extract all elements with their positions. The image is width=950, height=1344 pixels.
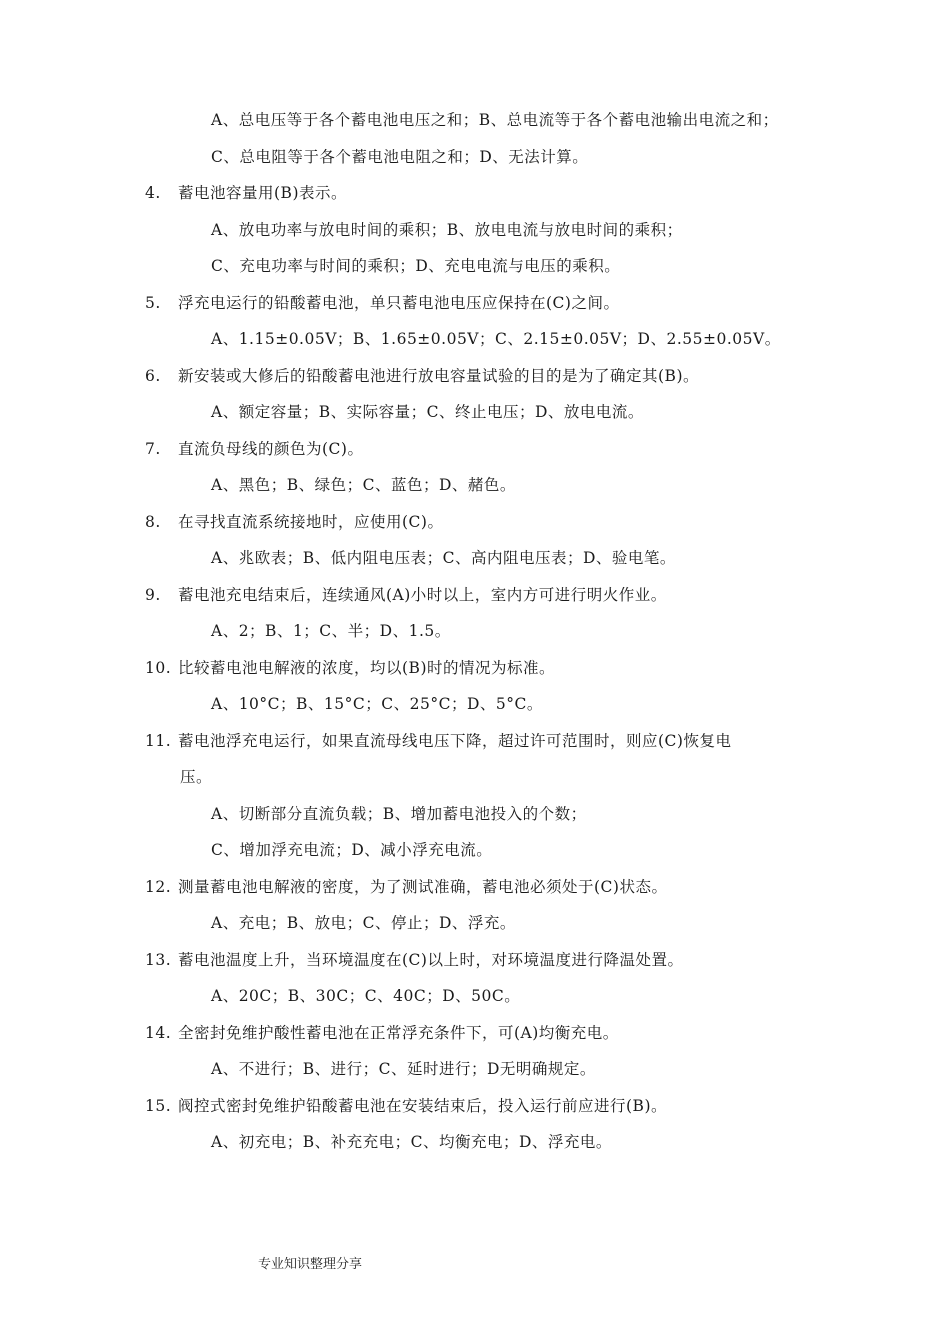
question-number: 8. [145,513,161,531]
question-number: 10. [145,659,172,677]
answer-options: A、2；B、1；C、半；D、1.5。 [211,622,451,640]
question-text: 蓄电池浮充电运行，如果直流母线电压下降，超过许可范围时，则应(C)恢复电 [178,732,732,750]
answer-options: A、20C；B、30C；C、40C；D、50C。 [211,987,521,1005]
question-number: 9. [145,586,161,604]
question-text: 蓄电池温度上升，当环境温度在(C)以上时，对环境温度进行降温处置。 [178,951,684,969]
question-number: 11. [145,732,172,750]
question-text: 全密封免维护酸性蓄电池在正常浮充条件下，可(A)均衡充电。 [178,1024,619,1042]
answer-options: A、黑色；B、绿色；C、蓝色；D、赭色。 [211,476,516,494]
question-text: 在寻找直流系统接地时，应使用(C)。 [178,513,444,531]
answer-options: C、总电阻等于各个蓄电池电阻之和；D、无法计算。 [211,148,589,166]
question-text: 比较蓄电池电解液的浓度，均以(B)时的情况为标准。 [178,659,555,677]
question-number: 6. [145,367,161,385]
answer-options: A、额定容量；B、实际容量；C、终止电压；D、放电电流。 [211,403,644,421]
question-number: 5. [145,294,161,312]
answer-options: A、1.15±0.05V；B、1.65±0.05V；C、2.15±0.05V；D、2.55±0.05V。 [211,330,781,348]
answer-options: A、充电；B、放电；C、停止；D、浮充。 [211,914,516,932]
answer-options: A、切断部分直流负载；B、增加蓄电池投入的个数； [211,805,587,823]
question-text: 阀控式密封免维护铅酸蓄电池在安装结束后，投入运行前应进行(B)。 [178,1097,667,1115]
answer-options: A、初充电；B、补充充电；C、均衡充电；D、浮充电。 [211,1133,612,1151]
question-text: 新安装或大修后的铅酸蓄电池进行放电容量试验的目的是为了确定其(B)。 [178,367,699,385]
question-text: 蓄电池充电结束后，连续通风(A)小时以上，室内方可进行明火作业。 [178,586,667,604]
question-text: 直流负母线的颜色为(C)。 [178,440,364,458]
question-number: 15. [145,1097,172,1115]
question-text: 浮充电运行的铅酸蓄电池，单只蓄电池电压应保持在(C)之间。 [178,294,620,312]
page-footer: 专业知识整理分享 [258,1257,363,1272]
question-number: 4. [145,184,161,202]
answer-options: A、10°C；B、15°C；C、25°C；D、5°C。 [211,695,543,713]
answer-options: A、总电压等于各个蓄电池电压之和；B、总电流等于各个蓄电池输出电流之和； [211,111,779,129]
question-text: 测量蓄电池电解液的密度，为了测试准确，蓄电池必须处于(C)状态。 [178,878,668,896]
question-text: 蓄电池容量用(B)表示。 [178,184,347,202]
answer-options: A、不进行；B、进行；C、延时进行；D无明确规定。 [211,1060,596,1078]
question-number: 14. [145,1024,172,1042]
question-number: 7. [145,440,161,458]
answer-options: C、增加浮充电流；D、减小浮充电流。 [211,841,493,859]
answer-options: A、放电功率与放电时间的乘积；B、放电电流与放电时间的乘积； [211,221,683,239]
question-text-continuation: 压。 [180,768,213,786]
answer-options: A、兆欧表；B、低内阻电压表；C、高内阻电压表；D、验电笔。 [211,549,676,567]
answer-options: C、充电功率与时间的乘积；D、充电电流与电压的乘积。 [211,257,621,275]
question-number: 12. [145,878,172,896]
question-number: 13. [145,951,172,969]
